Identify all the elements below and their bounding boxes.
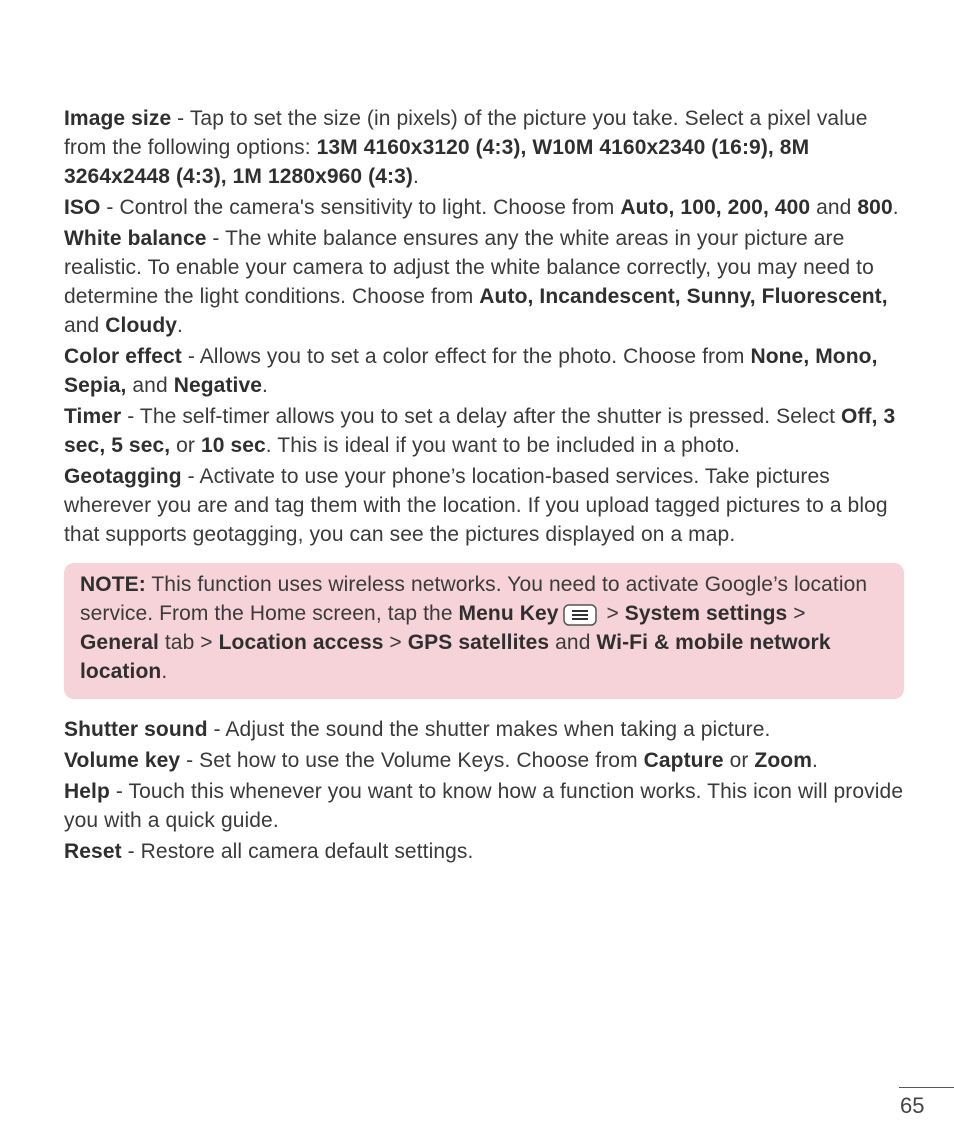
- setting-option: None, Mono, Sepia,: [64, 345, 878, 397]
- note-tab-text: tab >: [158, 631, 219, 654]
- setting-text: .: [892, 196, 899, 219]
- setting-option: Cloudy: [105, 314, 178, 337]
- wifi-location-label: Wi-Fi & mobile network location: [80, 631, 831, 683]
- setting-text: and: [64, 314, 106, 337]
- setting-term: Timer: [64, 405, 122, 428]
- note-separator: >: [600, 602, 625, 625]
- note-separator: >: [383, 631, 408, 654]
- note-separator: >: [787, 602, 806, 625]
- setting-text: - Tap to set the size (in pixels) of the picture you take. Select a pixel value from the following options:: [64, 107, 868, 159]
- setting-text: - Control the camera's sensitivity to light. Choose from: [100, 196, 621, 219]
- setting-description: [64, 342, 904, 400]
- setting-text: - Touch this whenever you want to know how a function works. This icon will provide you with a quick guide.: [64, 780, 904, 832]
- note-label: NOTE:: [80, 573, 146, 596]
- note-end: .: [161, 660, 168, 683]
- setting-text: - Adjust the sound the shutter makes when taking a picture.: [207, 718, 771, 741]
- setting-option: Negative: [173, 374, 263, 397]
- setting-term: Geotagging: [64, 465, 182, 488]
- setting-text: - The white balance ensures any the white areas in your picture are realistic. To enable your camera to adjust the white balance correctly, you may need to determine the light conditions. Choose from: [64, 227, 874, 308]
- setting-term: Shutter sound: [64, 718, 208, 741]
- manual-content: [64, 104, 904, 868]
- setting-text: - The self-timer allows you to set a delay after the shutter is pressed. Select: [121, 405, 842, 428]
- setting-description: [64, 402, 904, 460]
- setting-text: or: [170, 434, 201, 457]
- setting-description: [64, 715, 904, 744]
- setting-description: [64, 193, 904, 222]
- setting-option: 10 sec: [200, 434, 266, 457]
- setting-option: 13M 4160x3120 (4:3), W10M 4160x2340 (16:9), 8M 3264x2448 (4:3), 1M 1280x960 (4:3): [64, 136, 810, 188]
- setting-term: Help: [64, 780, 110, 803]
- setting-text: - Restore all camera default settings.: [121, 840, 474, 863]
- gps-satellites-label: GPS satellites: [407, 631, 550, 654]
- setting-description: [64, 224, 904, 340]
- setting-term: Volume key: [64, 749, 181, 772]
- setting-description: [64, 104, 904, 191]
- setting-term: White balance: [64, 227, 207, 250]
- setting-option: Capture: [643, 749, 724, 772]
- setting-option: Off, 3 sec, 5 sec,: [64, 405, 896, 457]
- note-text: This function uses wireless networks. You need to activate Google’s location service. From the Home screen, tap the: [80, 573, 868, 625]
- page-number: 65: [900, 1093, 925, 1118]
- setting-text: . This is ideal if you want to be included in a photo.: [265, 434, 741, 457]
- note-box: [64, 563, 904, 699]
- page-rule: [899, 1087, 954, 1088]
- setting-description: [64, 462, 904, 549]
- menu-key-label: Menu Key: [458, 602, 559, 625]
- setting-text: .: [262, 374, 268, 397]
- general-label: General: [80, 631, 159, 654]
- setting-text: .: [177, 314, 183, 337]
- setting-text: .: [412, 165, 419, 188]
- setting-description: [64, 777, 904, 835]
- setting-text: - Set how to use the Volume Keys. Choose from: [180, 749, 644, 772]
- setting-description: [64, 837, 904, 866]
- setting-text: - Activate to use your phone’s location-based services. Take pictures wherever you are and tag them with the location. If you upload tagged pictures to a blog that supports geotagging, you can see the pictures displayed on a map.: [64, 465, 888, 546]
- setting-text: .: [811, 749, 818, 772]
- settings-description-list: [64, 104, 904, 549]
- setting-term: Image size: [64, 107, 172, 130]
- menu-key-icon: [563, 604, 597, 626]
- setting-text: or: [723, 749, 755, 772]
- setting-option: Auto, Incandescent, Sunny, Fluorescent,: [479, 285, 888, 308]
- note-and-text: and: [549, 631, 597, 654]
- setting-description: [64, 746, 904, 775]
- setting-text: - Allows you to set a color effect for the photo. Choose from: [181, 345, 751, 368]
- setting-term: Reset: [64, 840, 122, 863]
- setting-term: Color effect: [64, 345, 182, 368]
- setting-option: 800: [857, 196, 893, 219]
- settings-description-list-2: [64, 715, 904, 866]
- system-settings-label: System settings: [624, 602, 788, 625]
- setting-option: Auto, 100, 200, 400: [620, 196, 811, 219]
- setting-option: Zoom: [754, 749, 812, 772]
- location-access-label: Location access: [218, 631, 384, 654]
- setting-term: ISO: [64, 196, 101, 219]
- setting-text: and: [810, 196, 858, 219]
- setting-text: and: [126, 374, 174, 397]
